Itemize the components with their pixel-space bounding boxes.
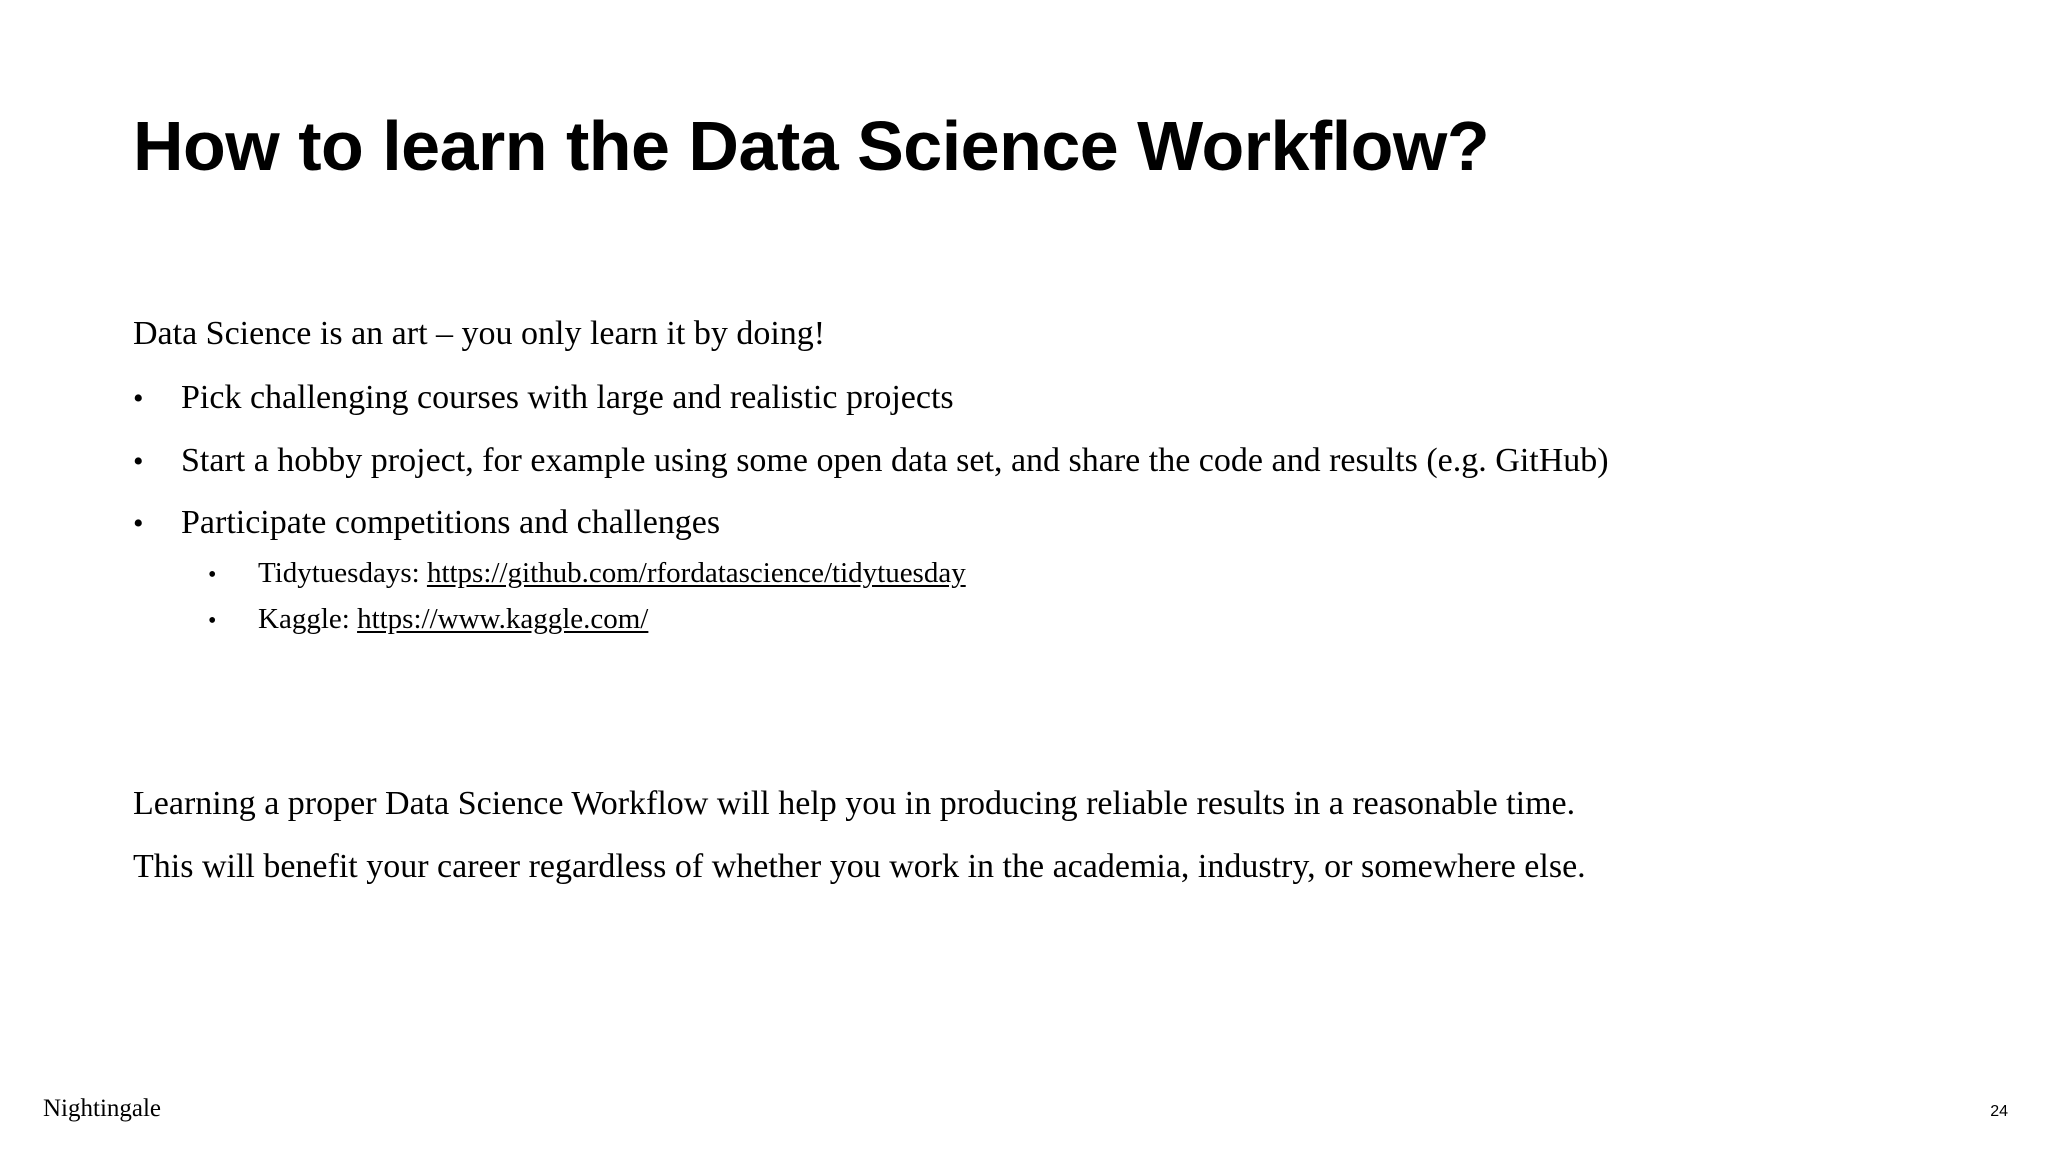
closing-text: This will benefit your career regardless of whether you work in the academia, industry, or somewhere else. [133,848,1586,885]
tidytuesday-link[interactable]: https://github.com/rfordatascience/tidytuesday [426,557,966,589]
bullet-icon: • [208,562,217,588]
intro-text: Data Science is an art – you only learn it by doing! [133,315,826,352]
footer-logo: Nightingale [43,1095,162,1122]
bullet-item [133,441,1609,482]
bullet-text: Pick challenging courses with large and realistic projects [181,379,954,416]
sub-bullet-item [208,602,648,637]
bullet-icon: • [133,445,144,478]
bullet-icon: • [133,507,144,540]
closing-text: Learning a proper Data Science Workflow will help you in producing reliable results in a reasonable time. [133,785,1576,822]
bullet-text: Start a hobby project, for example using some open data set, and share the code and results (e.g. GitHub) [181,442,1609,479]
bullet-item [133,378,954,419]
bullet-icon: • [133,382,144,415]
bullet-text: Participate competitions and challenges [181,504,721,541]
sub-bullet-label: Tidytuesdays: [258,557,427,589]
page-number: 24 [1990,1103,2008,1120]
sub-bullet-item [208,556,966,591]
kaggle-link[interactable]: https://www.kaggle.com/ [357,603,649,635]
bullet-icon: • [208,608,217,634]
sub-bullet-label: Kaggle: [258,603,358,635]
slide-title: How to learn the Data Science Workflow? [133,107,1490,185]
bullet-item [133,503,720,544]
